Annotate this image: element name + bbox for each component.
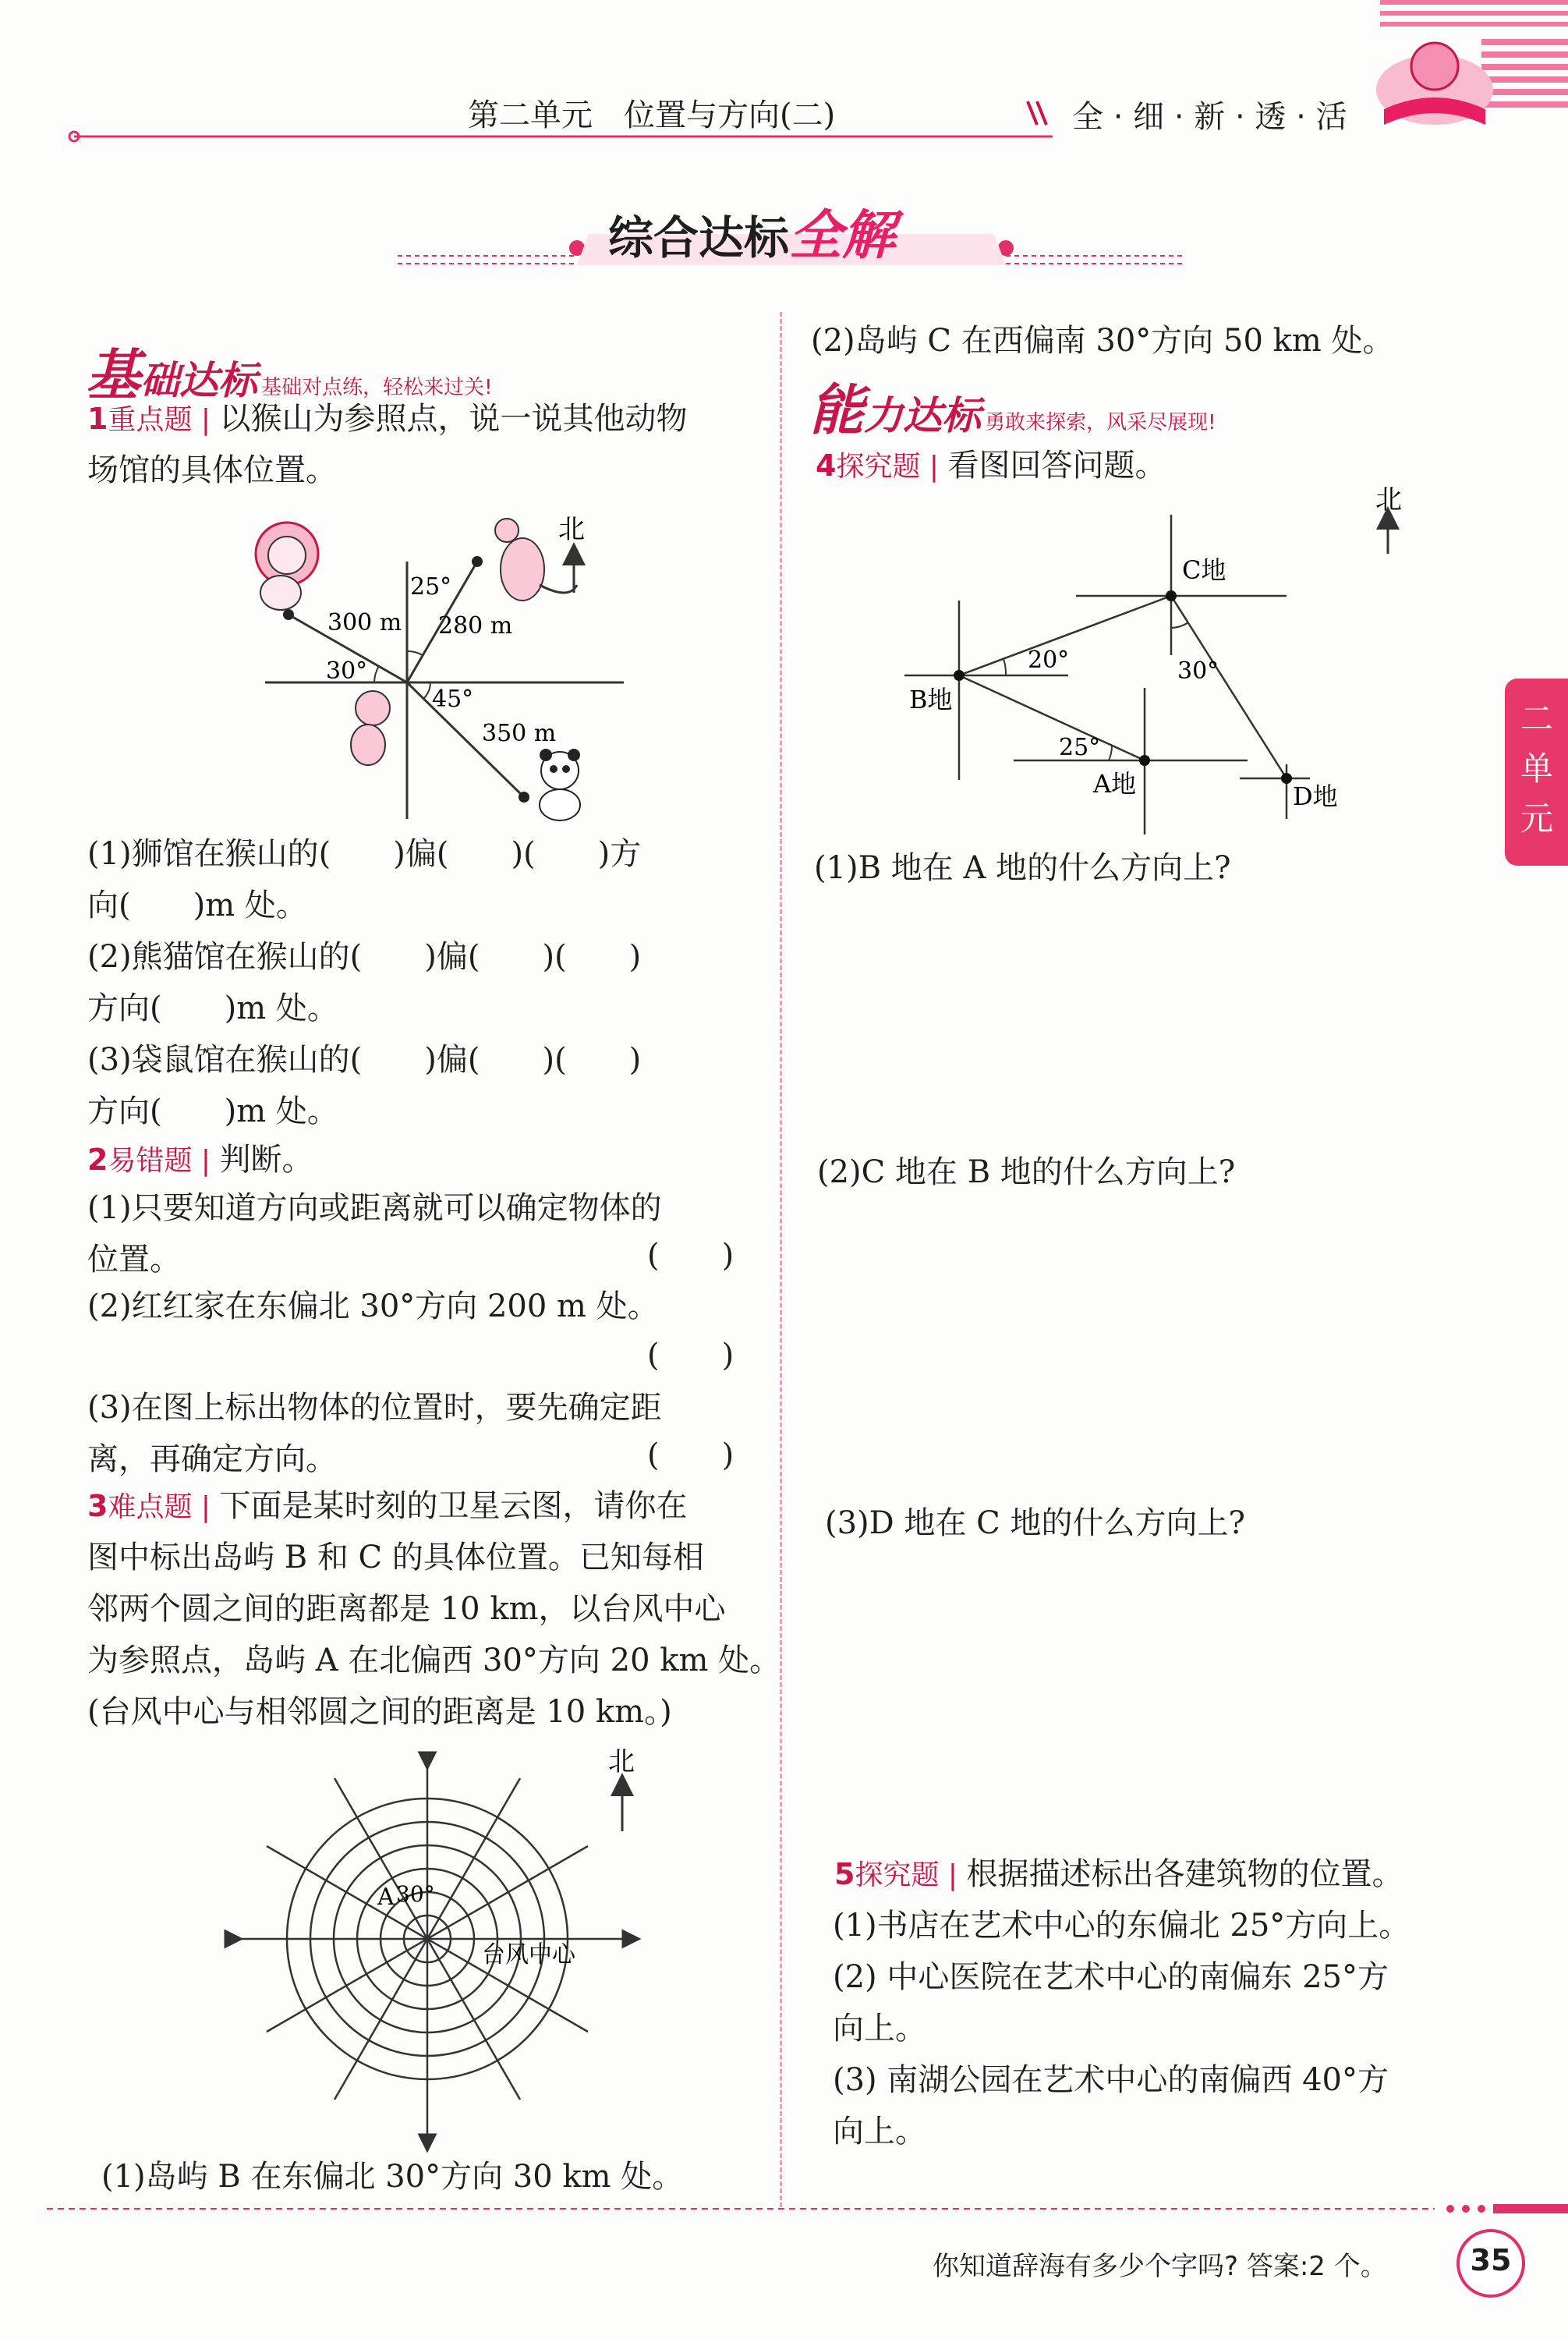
q3-number: 3 [87,1489,108,1523]
q4-d-label: D地 [1293,781,1338,811]
q3-radar-diagram [226,1745,663,2167]
q3-north-label: 北 [608,1746,635,1777]
q4-a-label: A地 [1093,769,1137,799]
q1-number: 1 [87,402,108,436]
logo-icon [1376,43,1493,125]
q1-angle-45: 45° [432,686,474,713]
q5-sub1: (1)书店在艺术中心的东偏北 25°方向上。 [833,1908,1410,1944]
q4-c-label: C地 [1182,555,1226,585]
q2-number: 2 [87,1143,108,1177]
q3-island-a-label: A [377,1884,395,1911]
q2-line1: 2易错题 | 判断。 [87,1142,313,1178]
q4-angle-30: 30° [1177,657,1219,685]
q4-tag: 探究题 [836,451,921,483]
q5-sub2-cont: 向上。 [833,2011,926,2047]
q1-sub3-cont: 方向( )m 处。 [87,1093,338,1129]
q2-stem: 判断。 [219,1142,313,1178]
q2-tag: 易错题 [108,1145,193,1177]
q2-sub2: (2)红红家在东偏北 30°方向 200 m 处。 [87,1288,659,1324]
q1-line1: 1重点题 | 以猴山为参照点，说一说其他动物 [87,401,688,437]
q1-sub1-cont: 向( )m 处。 [87,888,307,923]
q1-tag: 重点题 [108,404,193,436]
q3-sub1: (1)岛屿 B 在东偏北 30°方向 30 km 处。 [101,2159,684,2195]
title-emph: 全解 [789,205,896,267]
lion-icon [256,523,318,610]
q1-sub3: (3)袋鼠馆在猴山的( )偏( )( ) [87,1042,642,1078]
q5-tag: 探究题 [855,1859,940,1891]
q2-answer-box-1[interactable]: ( ) [647,1238,734,1274]
q2-sub1-cont: 位置。 [87,1242,181,1278]
q3-line1: 3难点题 | 下面是某时刻的卫星云图，请你在 [87,1488,688,1524]
q3-stem: 下面是某时刻的卫星云图，请你在 [219,1488,688,1524]
q5-sub3-cont: 向上。 [833,2114,926,2149]
title-main: 综合达标 [608,211,790,264]
q3-stem-2: 图中标出岛屿 B 和 C 的具体位置。已知每相 [87,1540,704,1575]
q4-angle-20: 20° [1028,647,1070,674]
section-ability-rest: 力达标 [864,392,981,438]
q4-number: 4 [816,448,837,483]
q3-sub2: (2)岛屿 C 在西偏南 30°方向 50 km 处。 [811,323,1394,359]
q2-sub3: (3)在图上标出物体的位置时，要先确定距 [87,1390,662,1426]
q4-angle-25: 25° [1059,734,1101,761]
q4-sub2: (2)C 地在 B 地的什么方向上? [817,1154,1236,1190]
q3-angle-label: 30° [396,1881,435,1907]
section-basic-sub: 基础对点练，轻松来过关! [261,376,493,399]
q4-line1: 4探究题 | 看图回答问题。 [816,448,1166,484]
q4-b-label: B地 [909,685,953,714]
column-divider [780,312,782,2207]
q1-stem-2: 场馆的具体位置。 [87,452,337,488]
q1-angle-25: 25° [410,573,452,601]
q5-stem: 根据描述标出各建筑物的位置。 [966,1856,1403,1892]
side-tab-label: 二单元 [1520,700,1553,838]
q1-dist-panda: 350 m [482,720,557,747]
q3-stem-5: (台风中心与相邻圆之间的距离是 10 km。) [87,1694,672,1730]
unit-title: 第二单元 位置与方向(二) [468,97,836,133]
q4-north-label: 北 [1375,484,1402,516]
panda-icon [540,749,580,820]
q1-dist-lion: 300 m [327,609,402,636]
q4-sub3: (3)D 地在 C 地的什么方向上? [825,1505,1245,1541]
page-title [608,193,895,269]
section-basic-rest: 础达标 [140,357,257,403]
motto: 全 · 细 · 新 · 透 · 活 [1072,99,1347,135]
q5-sub2: (2) 中心医院在艺术中心的南偏东 25°方 [833,1959,1389,1995]
q3-stem-4: 为参照点，岛屿 A 在北偏西 30°方向 20 km 处。 [87,1643,781,1678]
q2-sub3-cont: 离，再确定方向。 [87,1441,337,1477]
footer-trivia: 你知道辞海有多少个字吗? 答案:2 个。 [933,2251,1387,2282]
section-ability-sub: 勇敢来探索，风采尽展现! [985,411,1216,434]
page-number: 35 [1470,2243,1512,2277]
q4-sub1: (1)B 地在 A 地的什么方向上? [814,850,1231,886]
section-ability-heading [809,367,1216,445]
q3-tag: 难点题 [108,1491,193,1523]
q2-answer-box-3[interactable]: ( ) [647,1437,734,1473]
q3-center-label: 台风中心 [482,1941,575,1969]
monkey-icon [351,691,390,765]
q1-sub1: (1)狮馆在猴山的( )偏( )( )方 [87,836,642,872]
q1-north-label: 北 [558,514,585,545]
q1-diagram [234,507,639,835]
q1-stem: 以猴山为参照点，说一说其他动物 [219,401,688,437]
q1-sub2-cont: 方向( )m 处。 [87,991,338,1026]
q1-sub2: (2)熊猫馆在猴山的( )偏( )( ) [87,939,642,975]
section-ability-big: 能 [809,377,864,442]
q1-dist-kangaroo: 280 m [438,612,513,640]
q5-number: 5 [834,1857,855,1891]
section-basic-big: 基 [86,342,140,407]
q4-stem: 看图回答问题。 [947,448,1166,484]
header [0,0,1568,156]
q2-sub1: (1)只要知道方向或距离就可以确定物体的 [87,1190,662,1226]
q5-sub3: (3) 南湖公园在艺术中心的南偏西 40°方 [833,2062,1389,2098]
q4-diagram [889,484,1402,850]
q5-line1: 5探究题 | 根据描述标出各建筑物的位置。 [834,1856,1403,1892]
q2-answer-box-2[interactable]: ( ) [647,1338,734,1373]
q1-angle-30: 30° [326,657,368,685]
q3-stem-3: 邻两个圆之间的距离都是 10 km，以台风中心 [87,1591,726,1627]
